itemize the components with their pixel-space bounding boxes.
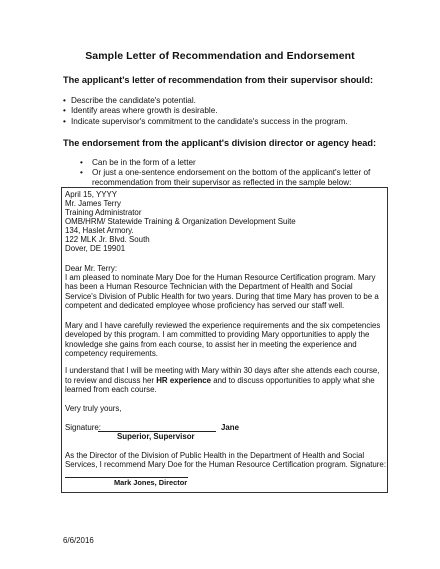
section1-heading: The applicant's letter of recommendation from their supervisor should: <box>63 75 374 85</box>
signer-title: Superior, Supervisor <box>117 432 195 441</box>
recipient-suite: 134, Haslet Armory. <box>65 226 134 235</box>
section1-bullet: • Indicate supervisor's commitment to the candidate's success in the program. <box>63 117 348 126</box>
endorsement-line: Services, I recommend Mary Doe for the Human Resource Certification program. Signature: <box>65 460 387 469</box>
recipient-department: OMB/HRM/ Statewide Training & Organization Development Suite <box>65 217 296 226</box>
hr-experience-emphasis: HR experience <box>156 376 212 385</box>
paragraph2-line: knowledge she gains from each course, to assist her in meeting the experience and <box>65 340 357 349</box>
letter-date: April 15, YYYY <box>65 190 118 199</box>
section2-bullet-continued: recommendation from their supervisor as reflected in the sample below: <box>92 178 352 187</box>
paragraph2-line: developed by this program. I am committed to providing Mary opportunities to apply the <box>65 330 370 339</box>
closing: Very truly yours, <box>65 404 122 413</box>
section1-bullet: • Identify areas where growth is desirable. <box>63 106 218 115</box>
recipient-title: Training Administrator <box>65 208 142 217</box>
document-title: Sample Letter of Recommendation and Endorsement <box>85 50 355 62</box>
paragraph2-line: Mary and I have carefully reviewed the experience requirements and the six competencies <box>65 321 381 330</box>
footer-date: 6/6/2016 <box>63 536 94 545</box>
paragraph1-line: I am pleased to nominate Mary Doe for the Human Resource Certification program. Mary <box>65 273 376 282</box>
paragraph1-line: competent and dedicated employee whose proficiency has served our staff well. <box>65 301 345 310</box>
section2-heading: The endorsement from the applicant's division director or agency head: <box>63 138 377 148</box>
paragraph1-line: Service's Division of Public Health for two years. During that time Mary has proven to be a <box>65 292 379 301</box>
director-name: Mark Jones, Director <box>114 478 188 487</box>
signature-label: Signature: <box>65 423 101 432</box>
paragraph2-line: competency requirements. <box>65 349 158 358</box>
section1-bullet: • Describe the candidate's potential. <box>63 96 196 105</box>
paragraph3-line: to review and discuss her HR experience and to discuss opportunities to apply what she <box>65 376 375 385</box>
recipient-name: Mr. James Terry <box>65 199 121 208</box>
endorsement-line: As the Director of the Division of Public Health in the Department of Health and Social <box>65 451 365 460</box>
recipient-street: 122 MLK Jr. Blvd. South <box>65 235 150 244</box>
paragraph3-line: I understand that I will be meeting with Mary within 30 days after she attends each course, <box>65 366 380 375</box>
salutation: Dear Mr. Terry: <box>65 264 118 273</box>
paragraph3-line: learned from each course. <box>65 385 157 394</box>
recipient-city: Dover, DE 19901 <box>65 244 126 253</box>
section2-bullet: • Or just a one-sentence endorsement on the bottom of the applicant's letter of <box>80 168 371 177</box>
section2-bullet: • Can be in the form of a letter <box>80 158 196 167</box>
signer-name: Jane <box>221 423 239 432</box>
paragraph1-line: has been a Human Resource Technician with the Department of Health and Social <box>65 282 353 291</box>
